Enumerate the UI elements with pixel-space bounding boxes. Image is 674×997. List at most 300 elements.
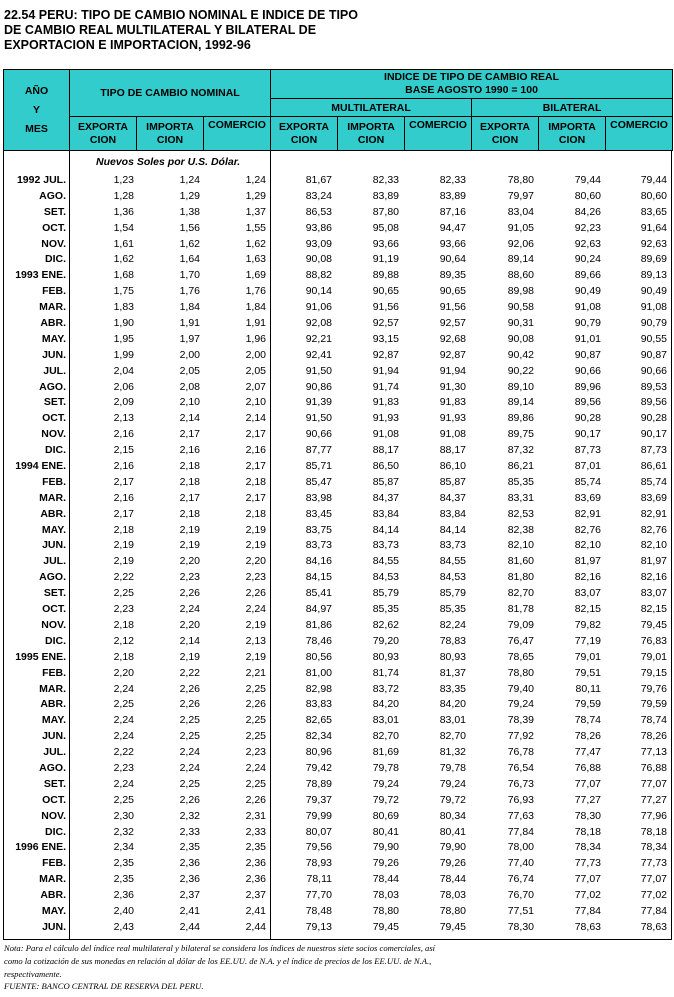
table-cell: 77,73 bbox=[640, 857, 667, 870]
table-cell: 2,17 bbox=[245, 460, 266, 473]
table-cell: 91,94 bbox=[439, 364, 466, 377]
page-title bbox=[4, 8, 424, 53]
table-row bbox=[4, 173, 671, 189]
table-cell: 88,82 bbox=[305, 269, 332, 282]
row-period-label: OCT. bbox=[42, 412, 66, 425]
row-period-label: DIC. bbox=[45, 825, 66, 838]
table-cell: 90,79 bbox=[640, 317, 667, 330]
table-cell: 90,42 bbox=[507, 348, 534, 361]
table-cell: 84,37 bbox=[439, 491, 466, 504]
data-table-body bbox=[3, 151, 672, 940]
table-cell: 77,63 bbox=[507, 809, 534, 822]
table-cell: 2,34 bbox=[113, 841, 134, 854]
table-row bbox=[4, 268, 671, 284]
table-cell: 90,22 bbox=[507, 364, 534, 377]
table-cell: 1,56 bbox=[179, 221, 200, 234]
table-row bbox=[4, 554, 671, 570]
table-cell: 91,39 bbox=[305, 396, 332, 409]
table-cell: 78,74 bbox=[574, 714, 601, 727]
row-period-label: OCT. bbox=[42, 793, 66, 806]
table-cell: 91,50 bbox=[305, 412, 332, 425]
table-row bbox=[4, 840, 671, 856]
table-cell: 91,56 bbox=[439, 301, 466, 314]
table-cell: 81,00 bbox=[305, 666, 332, 679]
table-cell: 2,17 bbox=[113, 507, 134, 520]
table-cell: 79,82 bbox=[574, 618, 601, 631]
table-cell: 1,83 bbox=[113, 301, 134, 314]
table-cell: 80,41 bbox=[372, 825, 399, 838]
col-nom-importacion: IMPORTA CION bbox=[137, 117, 204, 151]
table-row bbox=[4, 475, 671, 491]
table-cell: 2,13 bbox=[245, 634, 266, 647]
row-period-label: AGO. bbox=[39, 571, 66, 584]
table-cell: 2,26 bbox=[245, 698, 266, 711]
table-cell: 80,69 bbox=[372, 809, 399, 822]
table-cell: 2,06 bbox=[113, 380, 134, 393]
table-cell: 77,96 bbox=[640, 809, 667, 822]
table-cell: 2,21 bbox=[245, 666, 266, 679]
table-cell: 78,80 bbox=[507, 666, 534, 679]
table-cell: 2,24 bbox=[113, 682, 134, 695]
table-cell: 83,69 bbox=[640, 491, 667, 504]
table-cell: 76,93 bbox=[507, 793, 534, 806]
table-cell: 2,18 bbox=[113, 618, 134, 631]
table-cell: 2,22 bbox=[113, 571, 134, 584]
table-cell: 79,56 bbox=[305, 841, 332, 854]
table-cell: 79,24 bbox=[372, 777, 399, 790]
table-cell: 88,60 bbox=[507, 269, 534, 282]
table-cell: 89,56 bbox=[574, 396, 601, 409]
table-cell: 82,34 bbox=[305, 730, 332, 743]
table-cell: 85,35 bbox=[372, 603, 399, 616]
table-cell: 85,74 bbox=[640, 475, 667, 488]
table-cell: 90,65 bbox=[439, 285, 466, 298]
table-cell: 1,23 bbox=[113, 174, 134, 186]
table-cell: 2,22 bbox=[113, 746, 134, 759]
table-row bbox=[4, 666, 671, 682]
table-cell: 1,99 bbox=[113, 348, 134, 361]
header-nominal: TIPO DE CAMBIO NOMINAL bbox=[70, 70, 271, 117]
note-line-2: como la cotización de sus monedas en relación al dólar de los EE.UU. de N.A. y el índice de precios de los EE.UU. de N.A., bbox=[4, 955, 432, 966]
table-cell: 92,63 bbox=[640, 237, 667, 250]
table-cell: 89,86 bbox=[507, 412, 534, 425]
table-cell: 2,25 bbox=[245, 714, 266, 727]
table-cell: 90,17 bbox=[574, 428, 601, 441]
table-cell: 2,35 bbox=[245, 841, 266, 854]
table-cell: 2,24 bbox=[179, 761, 200, 774]
table-cell: 2,23 bbox=[179, 571, 200, 584]
table-cell: 1,62 bbox=[113, 253, 134, 266]
table-cell: 83,73 bbox=[372, 539, 399, 552]
table-cell: 2,19 bbox=[245, 618, 266, 631]
table-cell: 87,77 bbox=[305, 444, 332, 457]
table-cell: 2,05 bbox=[179, 364, 200, 377]
table-cell: 90,49 bbox=[574, 285, 601, 298]
table-cell: 1,61 bbox=[113, 237, 134, 250]
table-cell: 83,73 bbox=[305, 539, 332, 552]
table-cell: 77,47 bbox=[574, 746, 601, 759]
table-cell: 93,09 bbox=[305, 237, 332, 250]
table-cell: 90,08 bbox=[507, 332, 534, 345]
table-cell: 2,18 bbox=[179, 475, 200, 488]
table-row bbox=[4, 332, 671, 348]
table-cell: 78,89 bbox=[305, 777, 332, 790]
row-period-label: JUN. bbox=[42, 348, 66, 361]
table-cell: 82,70 bbox=[507, 587, 534, 600]
table-cell: 2,37 bbox=[179, 889, 200, 902]
col-nom-exportacion: EXPORTA CION bbox=[70, 117, 137, 151]
row-period-label: 1995 ENE. bbox=[15, 650, 66, 663]
table-row bbox=[4, 761, 671, 777]
table-row bbox=[4, 364, 671, 380]
table-cell: 2,19 bbox=[245, 523, 266, 536]
table-cell: 78,83 bbox=[439, 634, 466, 647]
table-cell: 79,76 bbox=[640, 682, 667, 695]
table-cell: 88,17 bbox=[439, 444, 466, 457]
table-row bbox=[4, 523, 671, 539]
table-cell: 1,29 bbox=[245, 189, 266, 202]
table-cell: 2,13 bbox=[113, 412, 134, 425]
table-row bbox=[4, 793, 671, 809]
table-cell: 89,14 bbox=[507, 396, 534, 409]
row-period-label: JUL. bbox=[43, 746, 66, 759]
col-bi-comercio: COMERCIO bbox=[606, 117, 673, 151]
table-cell: 83,75 bbox=[305, 523, 332, 536]
table-cell: 92,87 bbox=[372, 348, 399, 361]
table-cell: 2,35 bbox=[179, 841, 200, 854]
table-cell: 1,90 bbox=[113, 317, 134, 330]
table-cell: 90,58 bbox=[507, 301, 534, 314]
table-cell: 93,66 bbox=[372, 237, 399, 250]
table-cell: 2,32 bbox=[179, 809, 200, 822]
table-cell: 91,93 bbox=[439, 412, 466, 425]
table-cell: 1,62 bbox=[179, 237, 200, 250]
table-row bbox=[4, 713, 671, 729]
table-cell: 2,37 bbox=[245, 889, 266, 902]
table-cell: 2,25 bbox=[245, 730, 266, 743]
row-period-label: DIC. bbox=[45, 253, 66, 266]
row-period-label: MAY. bbox=[41, 332, 66, 345]
table-cell: 2,33 bbox=[245, 825, 266, 838]
table-cell: 84,53 bbox=[439, 571, 466, 584]
table-cell: 82,16 bbox=[574, 571, 601, 584]
table-cell: 79,72 bbox=[372, 793, 399, 806]
table-cell: 91,30 bbox=[439, 380, 466, 393]
table-cell: 79,24 bbox=[507, 698, 534, 711]
table-cell: 89,96 bbox=[574, 380, 601, 393]
table-cell: 2,17 bbox=[113, 475, 134, 488]
table-cell: 77,02 bbox=[640, 889, 667, 902]
table-row bbox=[4, 189, 671, 205]
table-cell: 2,23 bbox=[245, 746, 266, 759]
table-cell: 2,35 bbox=[113, 857, 134, 870]
table-cell: 89,56 bbox=[640, 396, 667, 409]
table-cell: 78,11 bbox=[306, 873, 332, 886]
row-period-label: AGO. bbox=[39, 380, 66, 393]
table-cell: 82,53 bbox=[507, 507, 534, 520]
table-cell: 90,64 bbox=[439, 253, 466, 266]
row-period-label: FEB. bbox=[42, 666, 66, 679]
table-cell: 90,55 bbox=[640, 332, 667, 345]
table-cell: 79,90 bbox=[372, 841, 399, 854]
table-cell: 2,23 bbox=[113, 603, 134, 616]
table-cell: 2,25 bbox=[113, 587, 134, 600]
table-cell: 77,40 bbox=[507, 857, 534, 870]
table-cell: 83,84 bbox=[372, 507, 399, 520]
table-cell: 2,25 bbox=[179, 714, 200, 727]
table-cell: 2,18 bbox=[179, 507, 200, 520]
table-cell: 79,44 bbox=[574, 174, 601, 186]
table-cell: 2,33 bbox=[179, 825, 200, 838]
table-cell: 84,20 bbox=[372, 698, 399, 711]
table-cell: 91,08 bbox=[574, 301, 601, 314]
table-cell: 91,74 bbox=[372, 380, 399, 393]
table-cell: 79,45 bbox=[439, 920, 466, 933]
table-cell: 84,97 bbox=[305, 603, 332, 616]
table-cell: 82,70 bbox=[372, 730, 399, 743]
table-cell: 92,06 bbox=[507, 237, 534, 250]
table-cell: 90,24 bbox=[574, 253, 601, 266]
table-row bbox=[4, 618, 671, 634]
table-cell: 84,16 bbox=[305, 555, 332, 568]
table-cell: 91,56 bbox=[372, 301, 399, 314]
table-cell: 2,18 bbox=[245, 507, 266, 520]
table-cell: 1,95 bbox=[113, 332, 134, 345]
table-cell: 79,78 bbox=[439, 761, 466, 774]
table-cell: 89,53 bbox=[640, 380, 667, 393]
table-cell: 85,74 bbox=[574, 475, 601, 488]
title-line-1: 22.54 PERU: TIPO DE CAMBIO NOMINAL E INDICE DE TIPO bbox=[4, 8, 358, 22]
table-cell: 82,91 bbox=[640, 507, 667, 520]
table-cell: 85,87 bbox=[372, 475, 399, 488]
table-cell: 83,89 bbox=[439, 189, 466, 202]
table-cell: 80,11 bbox=[575, 682, 601, 695]
table-cell: 91,06 bbox=[305, 301, 332, 314]
table-cell: 92,08 bbox=[305, 317, 332, 330]
row-period-label: 1993 ENE. bbox=[15, 269, 66, 282]
table-cell: 84,26 bbox=[574, 205, 601, 218]
table-cell: 2,24 bbox=[113, 714, 134, 727]
table-cell: 77,19 bbox=[574, 634, 601, 647]
row-period-label: FEB. bbox=[42, 857, 66, 870]
row-period-label: NOV. bbox=[41, 618, 66, 631]
row-period-label: SET. bbox=[43, 777, 66, 790]
table-cell: 95,08 bbox=[372, 221, 399, 234]
table-cell: 90,14 bbox=[305, 285, 332, 298]
table-cell: 89,75 bbox=[507, 428, 534, 441]
table-cell: 79,44 bbox=[640, 174, 667, 186]
row-period-label: NOV. bbox=[41, 809, 66, 822]
row-period-label: SET. bbox=[43, 396, 66, 409]
table-cell: 85,41 bbox=[305, 587, 332, 600]
table-cell: 86,21 bbox=[507, 460, 534, 473]
table-cell: 79,01 bbox=[640, 650, 667, 663]
table-cell: 1,24 bbox=[179, 174, 200, 186]
table-cell: 91,83 bbox=[439, 396, 466, 409]
table-cell: 83,69 bbox=[574, 491, 601, 504]
table-cell: 86,50 bbox=[372, 460, 399, 473]
row-period-label: NOV. bbox=[41, 428, 66, 441]
header-indice-real bbox=[271, 70, 673, 99]
table-cell: 82,70 bbox=[439, 730, 466, 743]
table-row bbox=[4, 284, 671, 300]
col-bi-exportacion: EXPORTA CION bbox=[472, 117, 539, 151]
table-cell: 77,13 bbox=[640, 746, 667, 759]
table-cell: 77,70 bbox=[305, 889, 332, 902]
data-rows bbox=[4, 173, 671, 936]
header-real-line-1: INDICE DE TIPO DE CAMBIO REAL bbox=[384, 71, 560, 83]
table-cell: 77,73 bbox=[574, 857, 601, 870]
table-cell: 93,66 bbox=[439, 237, 466, 250]
table-cell: 82,16 bbox=[640, 571, 667, 584]
table-cell: 76,88 bbox=[574, 761, 601, 774]
row-period-label: FEB. bbox=[42, 475, 66, 488]
table-cell: 78,34 bbox=[640, 841, 667, 854]
table-cell: 2,26 bbox=[245, 587, 266, 600]
table-cell: 84,15 bbox=[305, 571, 332, 584]
table-cell: 81,97 bbox=[640, 555, 667, 568]
header-ano-mes bbox=[4, 70, 70, 151]
table-cell: 82,33 bbox=[439, 174, 466, 186]
table-cell: 78,80 bbox=[372, 904, 399, 917]
table-cell: 2,25 bbox=[113, 793, 134, 806]
table-cell: 82,10 bbox=[507, 539, 534, 552]
table-cell: 1,29 bbox=[179, 189, 200, 202]
table-cell: 82,91 bbox=[574, 507, 601, 520]
table-cell: 2,17 bbox=[245, 428, 266, 441]
table-cell: 79,78 bbox=[372, 761, 399, 774]
col-multi-comercio: COMERCIO bbox=[405, 117, 472, 151]
table-cell: 78,30 bbox=[507, 920, 534, 933]
table-cell: 2,10 bbox=[245, 396, 266, 409]
row-period-label: DIC. bbox=[45, 444, 66, 457]
table-cell: 1,70 bbox=[179, 269, 200, 282]
table-cell: 90,17 bbox=[640, 428, 667, 441]
table-row bbox=[4, 411, 671, 427]
table-cell: 90,79 bbox=[574, 317, 601, 330]
table-cell: 2,00 bbox=[245, 348, 266, 361]
table-cell: 92,57 bbox=[439, 317, 466, 330]
table-cell: 1,28 bbox=[113, 189, 134, 202]
table-cell: 83,83 bbox=[305, 698, 332, 711]
row-period-label: JUN. bbox=[42, 920, 66, 933]
row-period-label: JUL. bbox=[43, 364, 66, 377]
row-period-label: FEB. bbox=[42, 285, 66, 298]
table-cell: 81,69 bbox=[372, 746, 399, 759]
table-cell: 2,43 bbox=[113, 920, 134, 933]
table-cell: 83,04 bbox=[507, 205, 534, 218]
table-cell: 83,45 bbox=[305, 507, 332, 520]
table-row bbox=[4, 507, 671, 523]
table-cell: 76,70 bbox=[507, 889, 534, 902]
table-cell: 2,35 bbox=[113, 873, 134, 886]
table-cell: 2,24 bbox=[179, 603, 200, 616]
table-cell: 1,97 bbox=[179, 332, 200, 345]
row-period-label: ABR. bbox=[40, 889, 66, 902]
table-cell: 1,38 bbox=[179, 205, 200, 218]
table-cell: 77,27 bbox=[574, 793, 601, 806]
table-cell: 88,17 bbox=[372, 444, 399, 457]
table-row bbox=[4, 904, 671, 920]
table-cell: 2,17 bbox=[179, 491, 200, 504]
table-cell: 90,65 bbox=[372, 285, 399, 298]
table-cell: 2,16 bbox=[113, 491, 134, 504]
table-cell: 85,35 bbox=[439, 603, 466, 616]
table-cell: 2,36 bbox=[245, 857, 266, 870]
table-cell: 2,18 bbox=[179, 460, 200, 473]
table-cell: 2,18 bbox=[113, 650, 134, 663]
table-cell: 81,74 bbox=[372, 666, 399, 679]
table-row bbox=[4, 237, 671, 253]
table-cell: 2,41 bbox=[245, 904, 266, 917]
table-cell: 2,10 bbox=[179, 396, 200, 409]
table-cell: 1,96 bbox=[245, 332, 266, 345]
table-cell: 87,80 bbox=[372, 205, 399, 218]
table-row bbox=[4, 729, 671, 745]
table-cell: 77,07 bbox=[640, 873, 667, 886]
table-cell: 90,31 bbox=[507, 317, 534, 330]
table-cell: 79,24 bbox=[439, 777, 466, 790]
table-cell: 2,16 bbox=[113, 428, 134, 441]
table-cell: 91,08 bbox=[372, 428, 399, 441]
table-cell: 80,60 bbox=[574, 189, 601, 202]
note-line-1: Nota: Para el cálculo del índice real multilateral y bilateral se considera los índices de nuestros siete socios comerciales, así bbox=[4, 943, 436, 953]
table-cell: 80,96 bbox=[305, 746, 332, 759]
table-cell: 86,53 bbox=[305, 205, 332, 218]
table-cell: 2,14 bbox=[179, 412, 200, 425]
table-cell: 89,88 bbox=[372, 269, 399, 282]
table-cell: 79,01 bbox=[574, 650, 601, 663]
header-mes: MES bbox=[25, 122, 48, 135]
table-cell: 2,17 bbox=[245, 491, 266, 504]
table-cell: 2,04 bbox=[113, 364, 134, 377]
table-cell: 76,88 bbox=[640, 761, 667, 774]
table-cell: 79,90 bbox=[439, 841, 466, 854]
col-bi-importacion: IMPORTA CION bbox=[539, 117, 606, 151]
table-cell: 1,84 bbox=[245, 301, 266, 314]
table-cell: 2,26 bbox=[179, 682, 200, 695]
table-cell: 79,15 bbox=[640, 666, 667, 679]
table-cell: 83,98 bbox=[305, 491, 332, 504]
table-cell: 90,08 bbox=[305, 253, 332, 266]
table-cell: 78,18 bbox=[574, 825, 601, 838]
table-cell: 89,10 bbox=[507, 380, 534, 393]
table-cell: 1,54 bbox=[113, 221, 134, 234]
table-cell: 85,35 bbox=[507, 475, 534, 488]
table-cell: 2,24 bbox=[113, 730, 134, 743]
table-row bbox=[4, 888, 671, 904]
table-cell: 2,25 bbox=[179, 730, 200, 743]
table-row bbox=[4, 777, 671, 793]
table-cell: 77,02 bbox=[574, 889, 601, 902]
table-cell: 2,20 bbox=[179, 555, 200, 568]
table-cell: 2,36 bbox=[179, 857, 200, 870]
table-cell: 78,65 bbox=[507, 650, 534, 663]
table-row bbox=[4, 682, 671, 698]
table-cell: 79,45 bbox=[372, 920, 399, 933]
table-cell: 2,40 bbox=[113, 904, 134, 917]
table-cell: 79,59 bbox=[640, 698, 667, 711]
table-cell: 78,34 bbox=[574, 841, 601, 854]
table-row bbox=[4, 745, 671, 761]
table-cell: 80,41 bbox=[439, 825, 466, 838]
table-row bbox=[4, 252, 671, 268]
table-row bbox=[4, 697, 671, 713]
table-cell: 2,16 bbox=[179, 444, 200, 457]
table-cell: 87,73 bbox=[574, 444, 601, 457]
table-cell: 84,55 bbox=[439, 555, 466, 568]
table-row bbox=[4, 443, 671, 459]
